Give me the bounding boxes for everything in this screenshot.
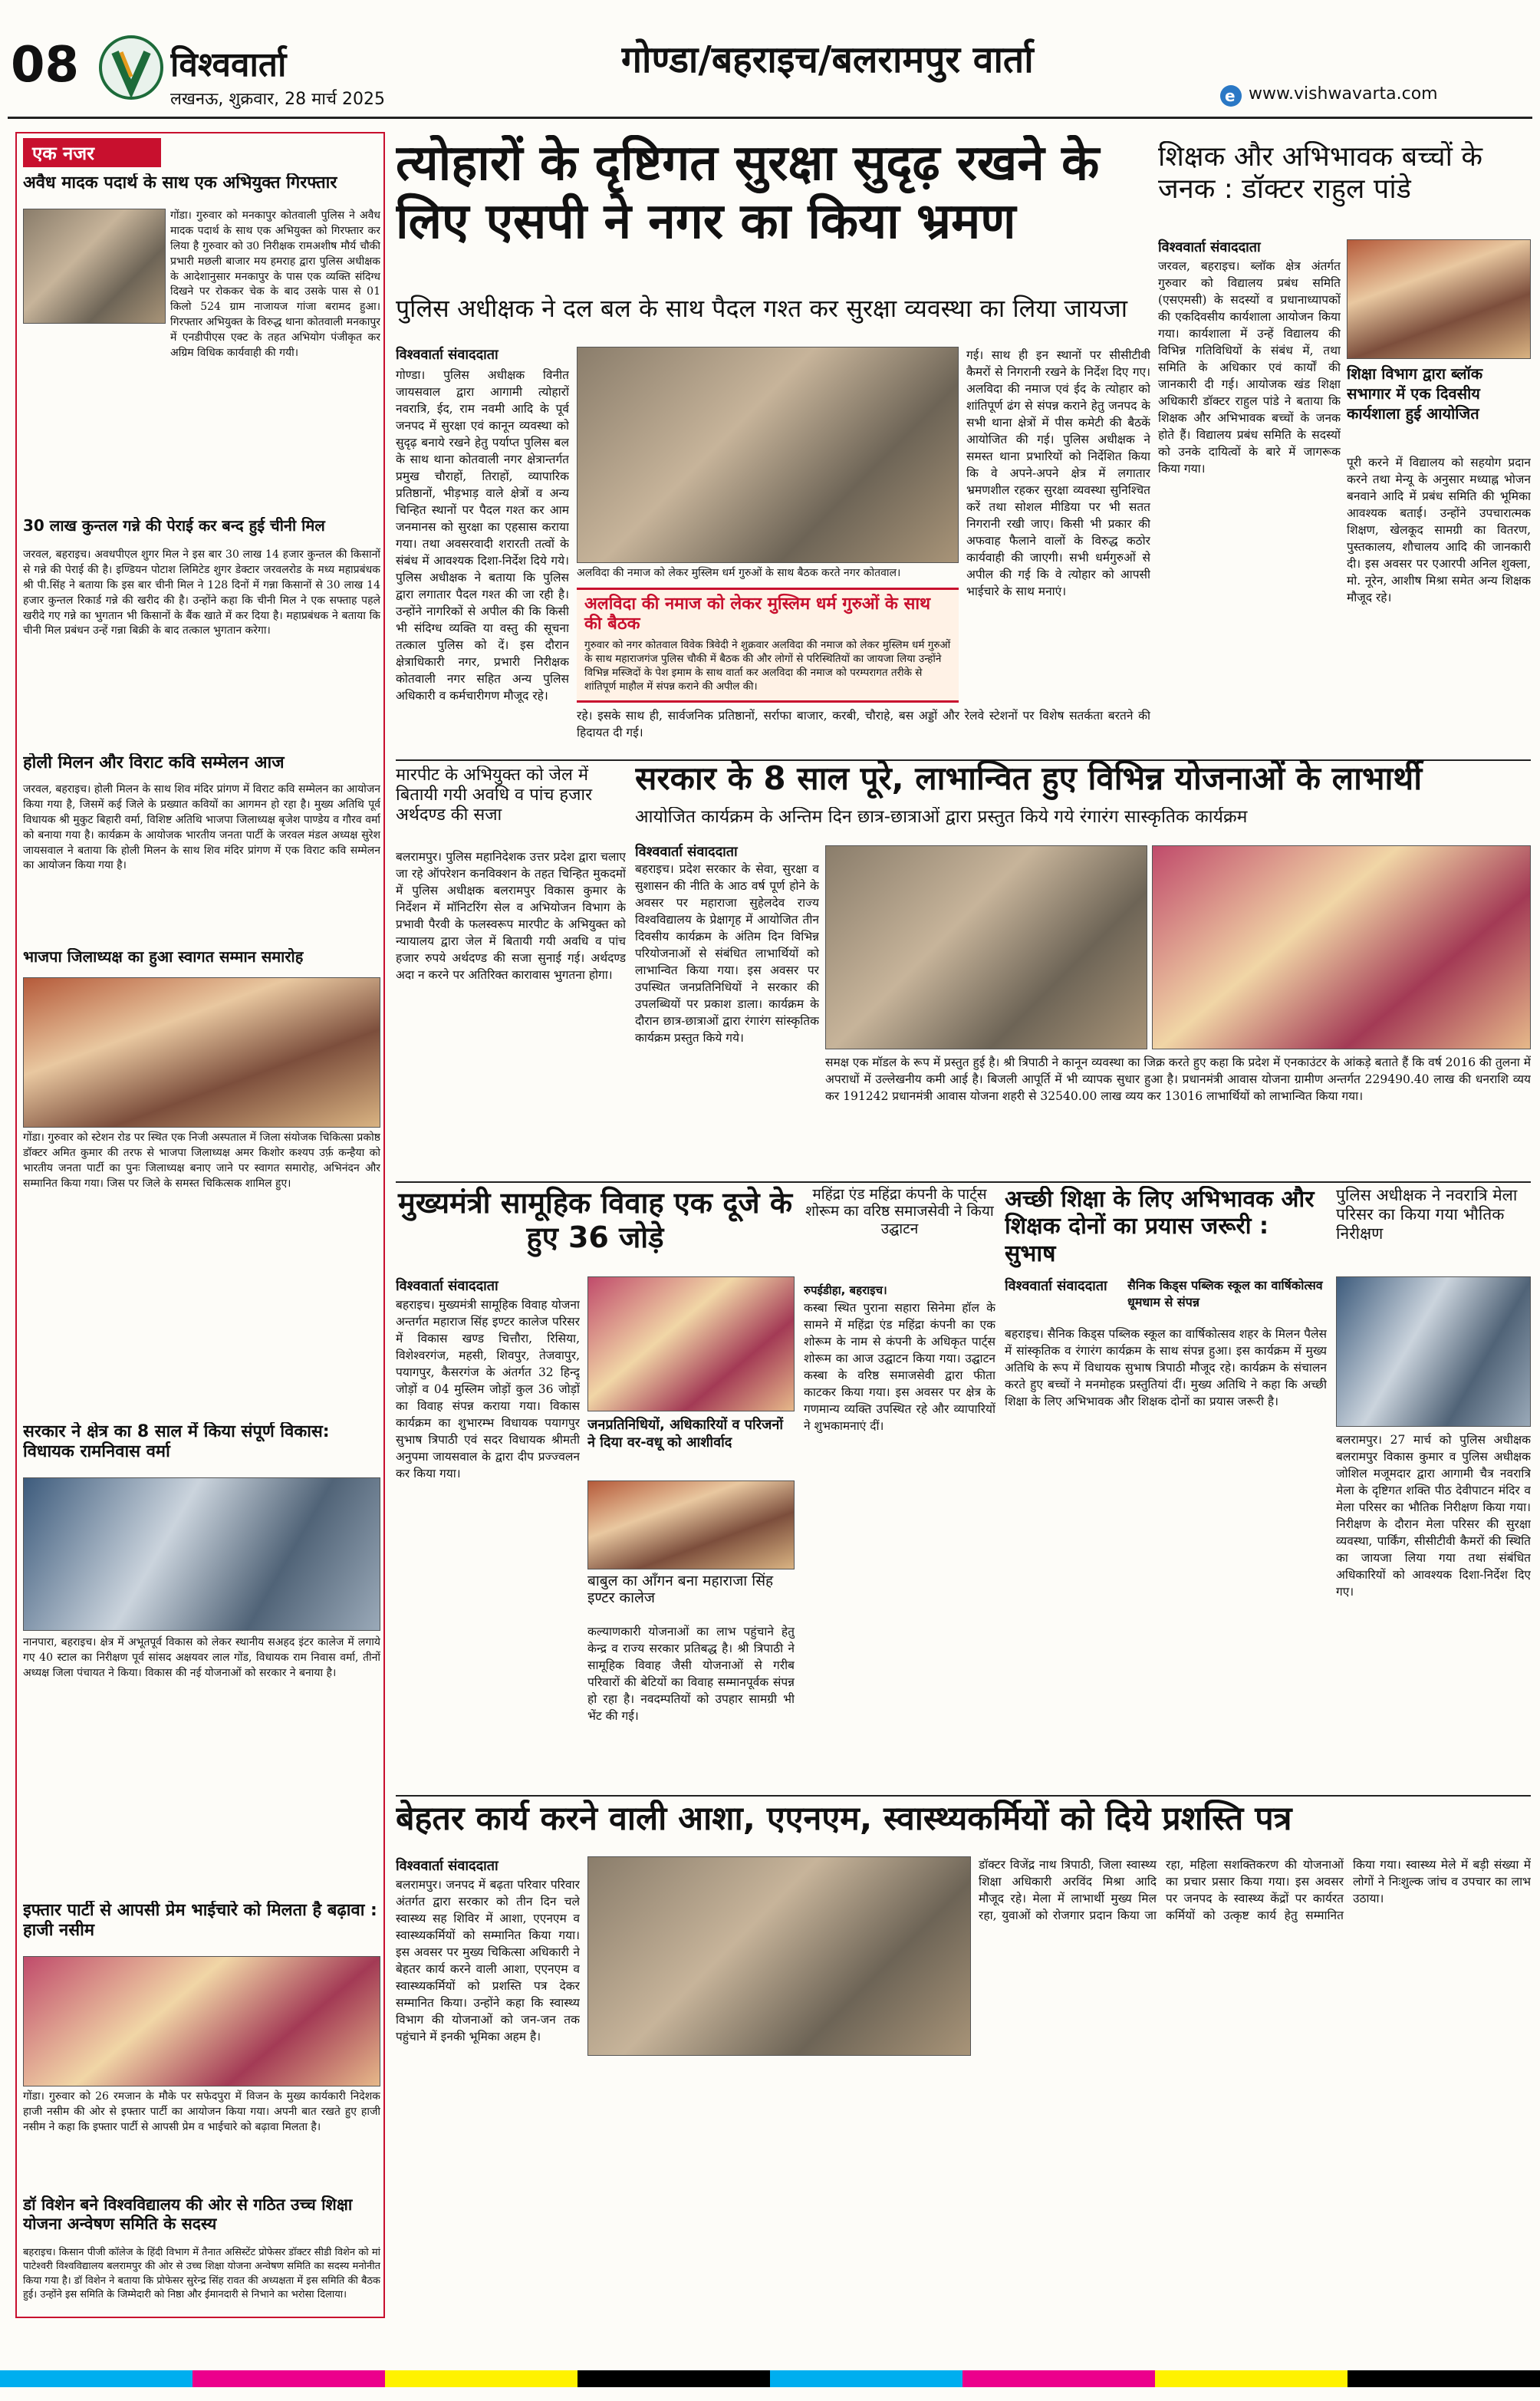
education-headline: अच्छी शिक्षा के लिए अभिभावक और शिक्षक दोनों का प्रयास जरूरी : सुभाष [1005,1186,1315,1267]
marriage-body: बहराइच। मुख्यमंत्री सामूहिक विवाह योजना अन्तर्गत महाराज सिंह इण्टर कालेज परिसर में विकास खण्ड चित्तौरा, रिसिया, विशेश्वरगंज, महसी, शिवपुर, तेजवापुर, पयागपुर, कैसरगंज के अंतर्गत 32 हिन्दू जोड़ों व 04 मुस्लिम जोड़ों कुल 36 जोड़ों का विवाह संपन्न कराया गया। विकास कार्यक्रम का शुभारम्भ विधायक पयागपुर सुभाष त्रिपाठी एवं सदर विधायक श्रीमती अनुपमा जायसवाल के द्वारा दीप प्रज्ज्वलन कर किया गया। [396,1298,580,1480]
education-callout: सैनिक किड्स पब्लिक स्कूल का वार्षिकोत्सव धूमधाम से संपन्न [1127,1278,1323,1309]
masthead-logo-icon [98,29,164,106]
right-top-body: जरवल, बहराइच। ब्लॉक क्षेत्र अंतर्गत गुरुवार को विद्यालय प्रबंध समिति (एसएमसी) के सदस्यों व प्रधानाध्यापकों की एकदिवसीय कार्यशाला आयोजन किया गया। कार्यशाला में उन्हें विद्यालय की विभिन्न गतिविधियों के संबंध में, तथा समिति के अधिकार एवं कार्यों की जानकारी दी गई। आयोजक खंड शिक्षा अधिकारी डॉक्टर राहुल पांडे ने बताया कि शिक्षक और अभिभावक बच्चों के जनक होते हैं। विद्यालय प्रबंध समिति के सदस्यों को उनके दायित्वों के बारे में जागरूक किया गया। [1158,259,1341,476]
lead-body: गोण्डा। पुलिस अधीक्षक विनीत जायसवाल द्वारा आगामी त्योहारों नवरात्रि, ईद, राम नवमी आदि के पूर्व जनपद में सुरक्षा एवं कानून व्यवस्था को सुदृढ़ बनाये रखने हेतु पर्याप्त पुलिस बल के साथ थाना कोतवाली नगर क्षेत्रान्तर्गत प्रमुख चौराहों, तिराहों, व्यापारिक प्रतिष्ठानों, भीड़भाड़ वाले क्षेत्रों व अन्य चिन्हित स्थानों पर पैदल गश्त कर आम जनमानस को सुरक्षा का एहसास कराया गया। तथा अवसरवादी शरारती तत्वों के संबंध में आवश्यक दिशा-निर्देश दिये गये। पुलिस अधीक्षक ने बताया कि पुलिस द्वारा लगातार पैदल गश्त की जा रही है। उन्होंने नागरिकों से अपील की कि किसी भी संदिग्ध व्यक्ति या वस्तु की सूचना तत्काल पुलिस को दें। इस दौरान क्षेत्राधिकारी नगर, प्रभारी निरीक्षक कोतवाली नगर सहित अन्य पुलिस अधिकारी व कर्मचारीगण मौजूद रहे। [396,368,569,703]
lead-subhead: पुलिस अधीक्षक ने दल बल के साथ पैदल गश्त कर सुरक्षा व्यवस्था का लिया जायजा [396,295,1127,323]
mahindra-headline: महिंद्रा एंड महिंद्रा कंपनी के पार्ट्स शोरूम का वरिष्ठ समाजसेवी ने किया उद्घाटन [805,1186,994,1237]
education-byline: विश्ववार्ता संवाददाता [1005,1278,1107,1294]
brief-headline: भाजपा जिलाध्यक्ष का हुआ स्वागत सम्मान समारोह [23,948,304,966]
marriage-byline: विश्ववार्ता संवाददाता [396,1278,499,1294]
brief-body: नानपारा, बहराइच। क्षेत्र में अभूतपूर्व विकास को लेकर स्थानीय सअहद इंटर कालेज में लगाये गए 40 स्टाल का निरीक्षण पूर्व सांसद अक्षयवर लाल गोंड, विधायक राम निवास वर्मा, तीनों अध्यक्ष जिला पंचायत ने किया। विकास की नई योजनाओं को सरकार ने बनाया है। [23,1636,380,1679]
bottom-rule [396,1795,1531,1797]
brief-headline: डॉ विशेन बने विश्वविद्यालय की ओर से गठित उच्च शिक्षा योजना अन्वेषण समिति के सदस्य [23,2195,353,2233]
page-number: 08 [11,37,80,94]
svg-text:e: e [1225,87,1236,105]
bottom-body-2: डॉक्टर विजेंद्र नाथ त्रिपाठी, जिला स्वास्थ्य शिक्षा अधिकारी अरविंद मिश्रा आदि मौजूद रहे। मेला में लाभार्थी मुख्य मिल रहा, युवाओं को रोजगार प्रदान किया जा रहा, महिला सशक्तिकरण की योजनाओं का प्रचार प्रसार किया गया। इस अवसर पर जनपद के स्वास्थ्य केंद्रों पर कार्यरत कर्मियों को उत्कृष्ट कार्य हेतु सम्मानित किया गया। स्वास्थ्य मेले में बड़ी संख्या में लोगों ने निःशुल्क जांच व उपचार का लाभ उठाया। [979,1858,1531,1922]
marriage-headline: मुख्यमंत्री सामूहिक विवाह एक दूजे के हुए 36 जोड़े [397,1186,793,1254]
police-fair-body: बलरामपुर। 27 मार्च को पुलिस अधीक्षक बलरामपुर विकास कुमार व पुलिस अधीक्षक जोशिल मजूमदार द्वारा आगामी चैत्र नवरात्रि मेला के दृष्टिगत शक्ति पीठ देवीपाटन मंदिर व मेला परिसर का भौतिक निरीक्षण किया गया। निरीक्षण के दौरान मेला परिसर की सुरक्षा व्यवस्था, पार्किंग, सीसीटीवी कैमरों की स्थिति का जायजा लिया गया तथा संबंधित अधिकारियों को आवश्यक दिशा-निर्देश दिए गए। [1336,1433,1531,1599]
lead-body-2: गई। साथ ही इन स्थानों पर सीसीटीवी कैमरों से निगरानी रखने के निर्देश दिए गए। अलविदा की नमाज एवं ईद के त्योहार को शांतिपूर्ण ढंग से संपन्न कराने हेतु जनपद के सभी थाना क्षेत्रों में पीस कमेटी की बैठकें आयोजित की गई। पुलिस अधीक्षक ने समस्त थाना प्रभारियों को निर्देशित किया कि वे अपने-अपने क्षेत्र में लगातार भ्रमणशील रहकर सुरक्षा व्यवस्था सुनिश्चित करें तथा सोशल मीडिया पर भी सतत निगरानी रखी जाए। किसी भी प्रकार की अफवाह फैलाने वालों के विरुद्ध कठोर कार्यवाही की जाएगी। सभी धर्मगुरुओं से अपील की गई कि वे त्योहार को आपसी भाईचारे के साथ मनाएं। [966,348,1150,598]
marriage-photo [587,1276,795,1411]
right-top-headline: शिक्षक और अभिभावक बच्चों के जनक : डॉक्टर राहुल पांडे [1158,141,1482,206]
lead-callout [577,588,959,703]
brief-photo [23,1477,380,1631]
right-top-body-2: पूरी करने में विद्यालय को सहयोग प्रदान करने तथा मेन्यू के अनुसार मध्याह्न भोजन बनवाने आदि में प्रबंध समिति की भूमिका आवश्यक बताई। उन्होंने उपचारात्मक शिक्षण, खेलकूद सामग्री का वितरण, पुस्तकालय, शौचालय आदि की जानकारी दी। इस अवसर पर एआरपी अनिल शुक्ला, मो. नूरेन, आशीष मिश्रा समेत अन्य शिक्षक मौजूद रहे। [1347,456,1531,604]
brief-body: गोंडा। गुरुवार को 26 रमजान के मौके पर सफेदपुरा में विजन के मुख्य कार्यकारी निदेशक हाजी नसीम की ओर से इफ्तार पार्टी का आयोजन किया गया। अपनी बात रखते हुए हाजी नसीम ने कहा कि इफ्तार पार्टी से आपसी प्रेम व भाईचारे को बढ़ावा मिलता है। [23,2090,380,2133]
education-body: बहराइच। सैनिक किड्स पब्लिक स्कूल का वार्षिकोत्सव शहर के मिलन पैलेस में सांस्कृतिक व रंगारंग कार्यक्रम के साथ संपन्न हुआ। इस कार्यक्रम में मुख्य अतिथि के रूप में विधायक सुभाष त्रिपाठी मौजूद रहे। कार्यक्रम के संचालन करते हुए बच्चों ने मनमोहक प्रस्तुतियां दीं। मुख्य अतिथि ने कहा कि अच्छी शिक्षा के लिए अभिभावक और शिक्षक दोनों का प्रयास जरूरी है। [1005,1327,1327,1408]
brief-body: बहराइच। किसान पीजी कॉलेज के हिंदी विभाग में तैनात असिस्टेंट प्रोफेसर डॉक्टर सीडी विशेन को मां पाटेश्वरी विश्वविद्यालय बलरामपुर की ओर से उच्च शिक्षा योजना अन्वेषण समिति का सदस्य मनोनीत किया गया है। डॉ विशेन ने बताया कि प्रोफेसर सुरेन्द्र सिंह रावत की अध्यक्षता में इस समिति की बैठक हुई। उन्होंने इस समिति के जिम्मेदारी को निष्ठा और ईमानदारी से निभाने का भरोसा दिलाया। [23,2247,380,2301]
lead-photo [577,347,959,563]
center-byline: विश्ववार्ता संवाददाता [635,844,738,860]
middle-left-headline: मारपीट के अभियुक्त को जेल में बितायी गयी अवधि व पांच हजार अर्थदण्ड की सजा [396,766,593,825]
brand-name: विश्ववार्ता [170,45,287,84]
police-fair-headline: पुलिस अधीक्षक ने नवरात्रि मेला परिसर का किया गया भौतिक निरीक्षण [1336,1186,1518,1243]
left-column [15,132,385,2318]
bottom-headline: बेहतर कार्य करने वाली आशा, एएनएम, स्वास्थ्यकर्मियों को दिये प्रशस्ति पत्र [396,1800,1292,1838]
brief-photo [23,209,166,324]
lead-tail: रहे। इसके साथ ही, सार्वजनिक प्रतिष्ठानों, सर्राफा बाजार, करबी, चौराहे, बस अड्डों और रेलवे स्टेशनों पर विशेष सतर्कता बरतने की हिदायत दी गई। [577,709,1150,739]
mahindra-byline: रुपईडीहा, बहराइच। [804,1283,887,1297]
mahindra-body: कस्बा स्थित पुराना सहारा सिनेमा हॉल के सामने में महिंद्रा एंड महिंद्रा कंपनी का एक शोरूम के नाम से कंपनी के अधिकृत पार्ट्स शोरूम का आज उद्घाटन किया गया। उद्घाटन कस्बा के वरिष्ठ समाजसेवी द्वारा फीता काटकर किया गया। इस अवसर पर क्षेत्र के गणमान्य व्यक्ति उपस्थित रहे और व्यापारियों ने शुभकामनाएं दीं। [804,1301,995,1433]
dateline: लखनऊ, शुक्रवार, 28 मार्च 2025 [170,90,385,109]
right-top-photo [1347,239,1531,359]
brief-body: गोंडा। गुरुवार को मनकापुर कोतवाली पुलिस ने अवैध मादक पदार्थ के साथ एक अभियुक्त को गिरफ्तार कर लिया है गुरुवार को उ0 निरीक्षक रामअशीष मौर्य चौकी प्रभारी मछली बाजार मय हमराह द्वारा पुलिस अधीक्षक के आदेशानुसार मनकापुर के पास एक व्यक्ति संदिग्ध दिखने पर रोककर चेक के बाद उसके पास से 01 किलो 524 ग्राम नाजायज गांजा बरामद हुआ। गिरफ्तार अभियुक्त के विरुद्ध थाना कोतवाली मनकापुर में एनडीपीएस एक्ट के तहत अभियोग पंजीकृत कर अग्रिम विधिक कार्यवाही की गयी। [170,209,380,359]
right-top-byline: विश्ववार्ता संवाददाता [1158,239,1261,255]
center-headline: सरकार के 8 साल पूरे, लाभान्वित हुए विभिन्न योजनाओं के लाभार्थी [635,759,1423,797]
registration-color-bar [0,2370,1540,2387]
lead-headline: त्योहारों के दृष्टिगत सुरक्षा सुदृढ़ रखने के लिए एसपी ने नगर का किया भ्रमण [396,135,1100,250]
marriage-callout: जनप्रतिनिधियों, अधिकारियों व परिजनों ने दिया वर-वधू को आशीर्वाद [587,1417,783,1451]
police-fair-photo [1336,1276,1531,1427]
lead-photo-caption: अलविदा की नमाज को लेकर मुस्लिम धर्म गुरुओं के साथ बैठक करते नगर कोतवाल। [577,567,901,579]
center-photo-1 [825,845,1147,1049]
section-title: गोण्डा/बहराइच/बलरामपुर वार्ता [621,38,1034,81]
center-body: बहराइच। प्रदेश सरकार के सेवा, सुरक्षा व सुशासन की नीति के आठ वर्ष पूर्ण होने के अवसर पर महाराजा सुहेलदेव राज्य विश्वविद्यालय के प्रेक्षागृह में आयोजित तीन दिवसीय कार्यक्रम के अंतिम दिन विभिन्न परियोजनाओं से संबंधित लाभार्थियों को लाभान्वित किया गया। इस अवसर पर उपस्थित जनप्रतिनिधियों ने सरकार की उपलब्धियों पर प्रकाश डाला। कार्यक्रम के दौरान छात्र-छात्राओं द्वारा रंगारंग सांस्कृतिक कार्यक्रम प्रस्तुत किये गये। [635,862,819,1045]
brief-body: गोंडा। गुरुवार को स्टेशन रोड पर स्थित एक निजी अस्पताल में जिला संयोजक चिकित्सा प्रकोष्ठ डॉक्टर अमित कुमार की तरफ से भाजपा जिलाध्यक्ष अमर किशोर कश्यप उर्फ़ कन्हैया को भारतीय जनता पार्टी का पुनः जिलाध्यक्ष बनाए जाने पर स्वागत समारोह, अभिनंदन और सम्मानित किया गया। जिस पर जिले के समस्त चिकित्सक शामिल हुए। [23,1131,380,1190]
row3-rule [396,1181,1531,1183]
website[interactable]: www.vishwavarta.com [1249,84,1438,104]
header-rule [8,117,1532,119]
lead-byline: विश्ववार्ता संवाददाता [396,347,499,363]
brief-body: जरवल, बहराइच। होली मिलन के साथ शिव मंदिर प्रांगण में विराट कवि सम्मेलन का आयोजन किया गया है, जिसमें कई जिले के प्रख्यात कवियों का आगमन हो रहा है। मुख्य अतिथि पूर्व विधायक श्री मुकुट बिहारी वर्मा, विशिष्ट अतिथि भाजपा जिलाध्यक्ष बृजेश पाण्डेय व गौरव वर्मा को बनाया गया है। कार्यक्रम के आयोजक भारतीय जनता पार्टी के जरवल मंडल अध्यक्ष सुरेश जायसवाल ने बताया कि होली मिलन के साथ शिव मंदिर प्रांगण में एक विराट कवि सम्मेलन का आयोजन किया गया है। [23,783,380,872]
brief-photo [23,1956,380,2086]
brief-headline: 30 लाख कुन्तल गन्ने की पेराई कर बन्द हुई चीनी मिल [23,517,325,535]
lead-callout-head: अलविदा की नमाज को लेकर मुस्लिम धर्म गुरुओं के साथ की बैठक [584,594,931,634]
right-top-callout: शिक्षा विभाग द्वारा ब्लॉक सभागार में एक दिवसीय कार्यशाला हुई आयोजित [1347,364,1483,423]
web-icon [1216,83,1245,109]
middle-left-body: बलरामपुर। पुलिस महानिदेशक उत्तर प्रदेश द्वारा चलाए जा रहे ऑपरेशन कनविक्शन के तहत चिन्हित मुकदमों में पुलिस अधीक्षक बलरामपुर विकास कुमार के निर्देशन में मॉनिटरिंग सेल व अभियोजन विभाग के प्रभावी पैरवी के फलस्वरूप मारपीट के अभियुक्त को न्यायालय द्वारा जेल में बितायी गयी अवधि व पांच हजार रुपये अर्थदण्ड की सजा सुनाई गई। अर्थदण्ड अदा न करने पर अतिरिक्त कारावास भुगतना होगा। [396,850,626,982]
marriage-photo-caption: बाबुल का आँगन बना महाराजा सिंह इण्टर कालेज [587,1573,774,1607]
center-photo-2 [1152,845,1531,1049]
ek-nazar-tag: एक नजर [23,138,161,167]
bottom-byline: विश्ववार्ता संवाददाता [396,1858,499,1874]
brief-photo [23,977,380,1128]
brief-headline: इफ्तार पार्टी से आपसी प्रेम भाईचारे को मिलता है बढ़ावा : हाजी नसीम [23,1901,377,1940]
marriage-photo-2 [587,1480,795,1569]
brief-headline: सरकार ने क्षेत्र का 8 साल में किया संपूर्ण विकास: विधायक रामनिवास वर्मा [23,1422,330,1461]
center-body-2: समक्ष एक मॉडल के रूप में प्रस्तुत हुई है। श्री त्रिपाठी ने कानून व्यवस्था का जिक्र करते हुए कहा कि प्रदेश में एनकाउंटर के आंकड़े बताते हैं कि वर्ष 2016 की तुलना में अपराधों में उल्लेखनीय कमी आई है। बिजली आपूर्ति में भी व्यापक सुधार हुआ है। प्रधानमंत्री आवास योजना ग्रामीण अन्तर्गत 229490.40 लाख की धनराशि व्यय कर 191242 प्रधानमंत्री आवास योजना शहरी से 32540.00 लाख व्यय कर 13016 लाभार्थियों को लाभान्वित किया गया। [825,1056,1531,1103]
brief-body: जरवल, बहराइच। अवधपीएल शुगर मिल ने इस बार 30 लाख 14 हजार कुन्तल की किसानों से गन्ने की पेराई की है। इण्डियन पोटाश लिमिटेड शुगर डेक्टार जरवलरोड के मध्य महाप्रबंधक श्री पी.सिंह ने बताया कि इस बार चीनी मिल ने 128 दिनों में गन्ना किसानों से 30 लाख 14 हजार कुन्तल रिकार्ड गन्ने की खरीद की है। उन्होंने कहा कि चीनी मिल ने एक सफ्ताह पहले खरीदे गए गन्ने का भुगतान भी किसानों के बैंक खाते में कर दिया है। महाप्रबंधक ने बताया कि चीनी मिल प्रबंधन उन्हें गन्ना बिक्री के बाद तत्काल भुगतान करेगा। [23,548,380,637]
bottom-body: बलरामपुर। जनपद में बढ़ता परिवार परिवार अंतर्गत द्वारा सरकार को तीन दिन चले स्वास्थ्य सह शिविर में आशा, एएनएम व स्वास्थ्यकर्मियों को सम्मानित किया गया। इस अवसर पर मुख्य चिकित्सा अधिकारी ने बेहतर कार्य करने वाली आशा, एएनएम व स्वास्थ्यकर्मियों को प्रशस्ति पत्र देकर सम्मानित किया। उन्होंने कहा कि स्वास्थ्य विभाग की योजनाओं को जन-जन तक पहुंचाने में इनकी भूमिका अहम है। [396,1878,580,2044]
lead-callout-body: गुरुवार को नगर कोतवाल विवेक त्रिवेदी ने शुक्रवार अलविदा की नमाज को लेकर मुस्लिम धर्म गुरुओं के साथ महाराजगंज पुलिस चौकी में बैठक की और लोगों से परिस्थितियों का जायजा लिया उन्होंने विभिन्न मस्जिदों के पेश इमाम के साथ वार्ता कर अलविदा की नमाज को परम्परागत तरीके से शांतिपूर्ण माहौल में संपन्न कराने की अपील की। [584,638,951,693]
brief-headline: अवैध मादक पदार्थ के साथ एक अभियुक्त गिरफ्तार [23,173,337,193]
marriage-body-2: कल्याणकारी योजनाओं का लाभ पहुंचाने हेतु केन्द्र व राज्य सरकार प्रतिबद्ध है। श्री त्रिपाठी ने सामूहिक विवाह जैसी योजनाओं से गरीब परिवारों की बेटियों का विवाह सम्मानपूर्वक संपन्न हो रहा है। नवदम्पतियों को उपहार सामग्री भी भेंट की गई। [587,1625,795,1723]
center-subhead: आयोजित कार्यक्रम के अन्तिम दिन छात्र-छात्राओं द्वारा प्रस्तुत किये गये रंगारंग सास्कृतिक कार्यक्रम [635,807,1248,827]
brief-headline: होली मिलन और विराट कवि सम्मेलन आज [23,753,285,772]
bottom-photo [587,1856,971,2056]
